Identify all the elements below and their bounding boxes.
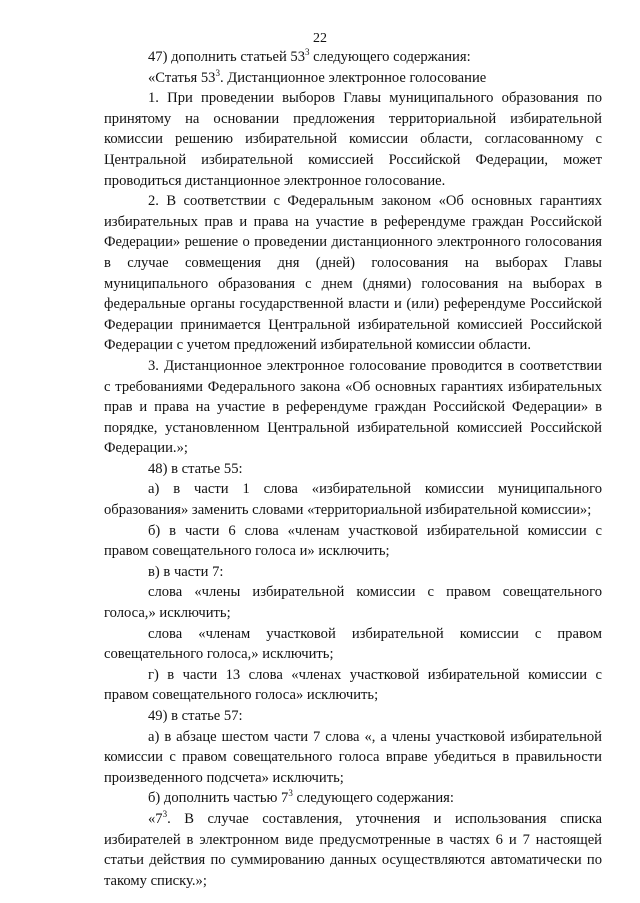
article-heading <box>104 68 602 89</box>
paragraph: слова «члены избирательной комиссии с правом совещательного голоса,» исключить; <box>104 584 602 622</box>
superscript: 3 <box>288 788 293 799</box>
paragraph: б) в части 6 слова «членам участковой избирательной комиссии с правом совещательного голоса и» исключить; <box>104 522 602 560</box>
paragraph: 2. В соответствии с Федеральным законом «Об основных гарантиях избирательных прав и права на участие в референдуме граждан Российской Федерации» решение о проведении дистанционного электронного голосования в случае совмещения дня (дней) голосования на выборах Главы муниципального образования с днем (днями) голосования на выборах в федеральные органы государственной власти и (или) референдуме Российской Федерации принимается Центральной избирательной комиссией Российской Федерации с учетом предложений избирательной комиссии области. <box>104 193 602 354</box>
superscript: 3 <box>162 808 168 819</box>
paragraph: 3. Дистанционное электронное голосование проводится в соответствии с требованиями Федерального закона «Об основных гарантиях избирательных прав и права на участие в референдуме граждан Российской Федерации» в порядке, установленном Центральной избирательной комиссией Российской Федерации.»; <box>104 357 602 457</box>
paragraph: в) в части 7: <box>148 563 224 580</box>
text-fragment: «Статья 53 <box>148 69 216 86</box>
paragraph <box>104 788 602 809</box>
text-fragment: следующего содержания: <box>309 49 471 65</box>
superscript: 3 <box>305 47 310 57</box>
text-fragment: . Дистанционное электронное голосование <box>219 69 487 86</box>
text-fragment: следующего содержания: <box>292 790 454 807</box>
paragraph: а) в абзаце шестом части 7 слова «, а члены участковой избирательной комиссии с правом совещательного голоса вправе убедиться в правильности произведенного подсчета» исключить; <box>104 728 602 786</box>
text-fragment: . В случае составления, уточнения и использования списка избирателей в электронном виде предусмотренные в частях 6 и 7 настоящей статьи действия по суммированию данных осуществляются автоматически по такому списку.»; <box>104 810 602 889</box>
text-fragment: «7 <box>148 810 163 827</box>
paragraph: г) в части 13 слова «членах участковой избирательной комиссии с правом совещательного голоса» исключить; <box>104 666 602 704</box>
paragraph: 49) в статье 57: <box>148 708 243 724</box>
paragraph: а) в части 1 слова «избирательной комиссии муниципального образования» заменить словами «территориальной избирательной комиссии»; <box>104 481 602 519</box>
text-fragment: б) дополнить частью 7 <box>148 790 289 807</box>
document-body <box>104 47 602 891</box>
text-fragment: 47) дополнить статьей 53 <box>148 49 306 65</box>
paragraph: 1. При проведении выборов Главы муниципального образования по принятому на основании предложения территориальной избирательной комиссии решению избирательной комиссии области, согласованному с Центральной избирательной комиссией Российской Федерации, может проводиться дистанционное электронное голосование. <box>104 90 602 189</box>
paragraph: 48) в статье 55: <box>148 460 243 477</box>
page-number: 22 <box>313 31 327 46</box>
superscript: 3 <box>215 67 220 78</box>
paragraph <box>104 809 602 891</box>
paragraph-item-47 <box>104 47 602 68</box>
paragraph: слова «членам участковой избирательной комиссии с правом совещательного голоса,» исключить; <box>104 625 602 663</box>
